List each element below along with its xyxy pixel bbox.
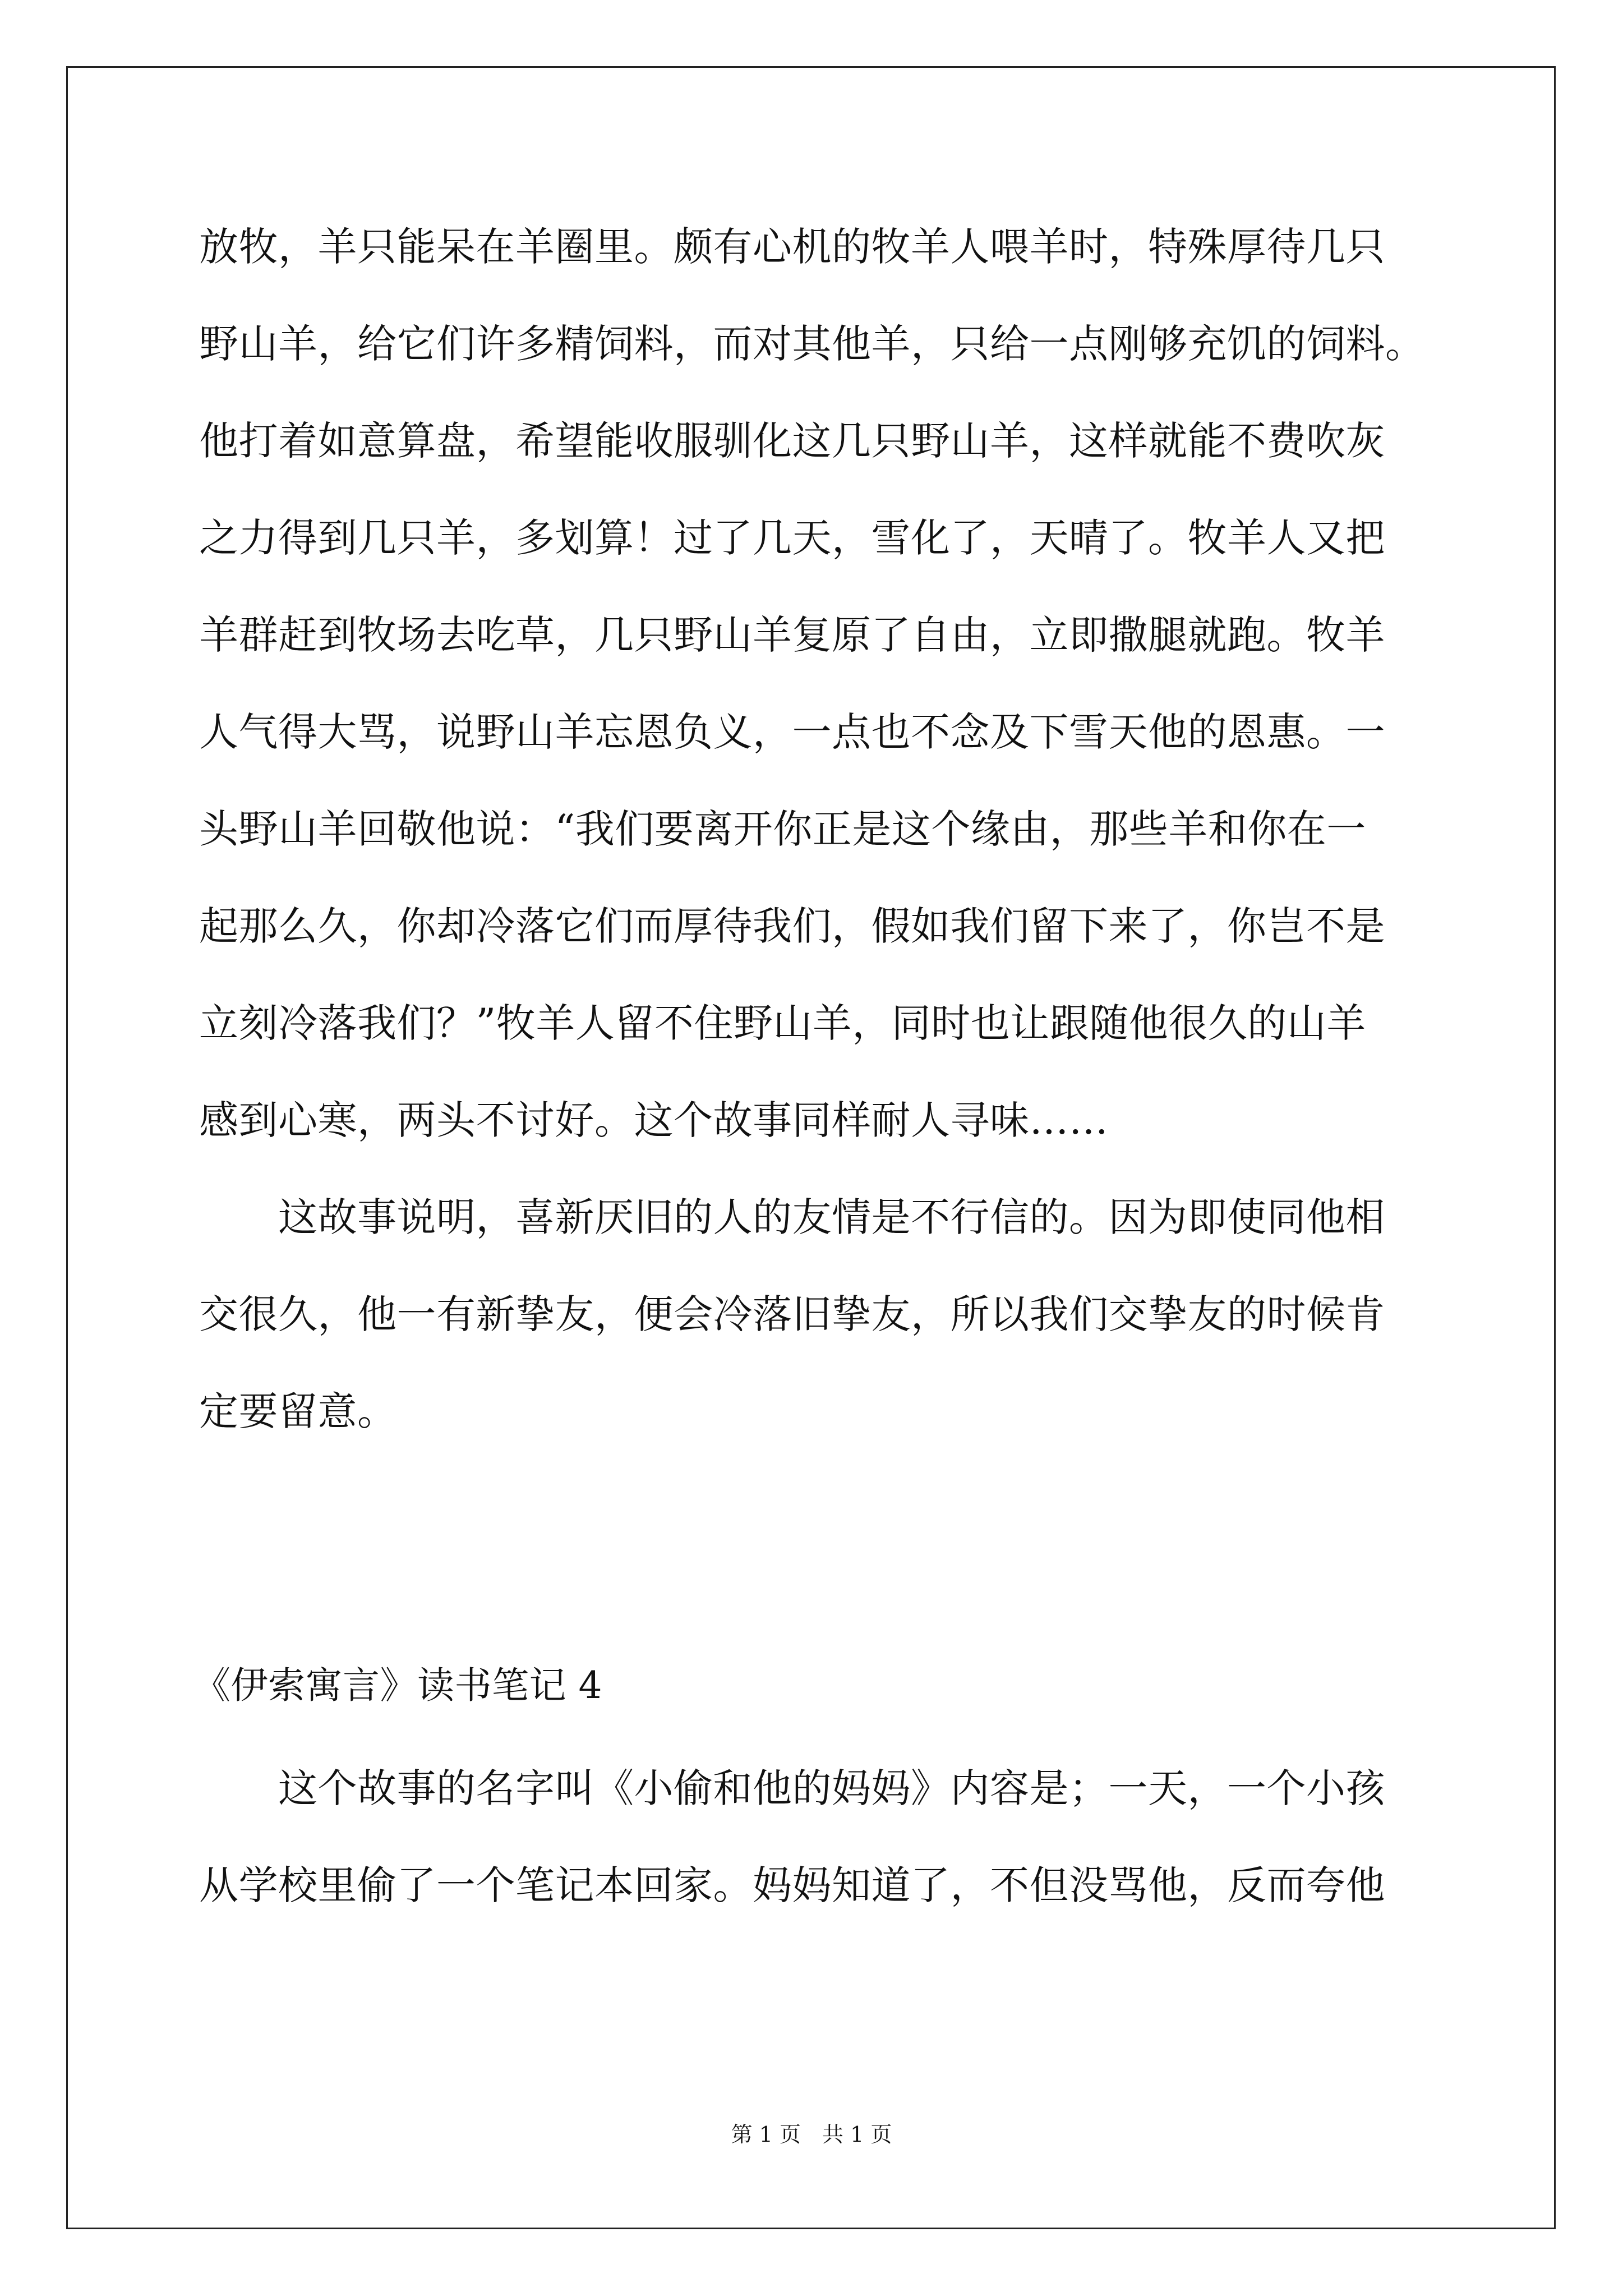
body-text-line: 从学校里偷了一个笔记本回家。妈妈知道了，不但没骂他，反而夸他 [199,1862,1385,1908]
body-text-line: 这个故事的名字叫《小偷和他的妈妈》内容是；一天，一个小孩 [199,1765,1385,1811]
page-number-footer: 第 1 页 共 1 页 [731,2122,892,2147]
body-text-line: 他打着如意算盘，希望能收服驯化这几只野山羊，这样就能不费吹灰 [199,418,1385,464]
body-text-line: 起那么久，你却冷落它们而厚待我们，假如我们留下来了，你岂不是 [199,903,1385,949]
body-text-line: 感到心寒，两头不讨好。这个故事同样耐人寻味…… [199,1097,1109,1143]
body-text-line: 野山羊，给它们许多精饲料，而对其他羊，只给一点刚够充饥的饲料。 [199,321,1425,367]
body-text-line: 羊群赶到牧场去吃草，几只野山羊复原了自由，立即撒腿就跑。牧羊 [199,612,1385,658]
body-text-line: 交很久，他一有新挚友，便会冷落旧挚友，所以我们交挚友的时候肯 [199,1291,1385,1337]
body-text-line: 放牧，羊只能呆在羊圈里。颇有心机的牧羊人喂羊时，特殊厚待几只 [199,224,1385,270]
section-heading: 《伊索寓言》读书笔记 4 [193,1664,602,1707]
body-text-line: 头野山羊回敬他说：“我们要离开你正是这个缘由，那些羊和你在一 [199,806,1366,852]
body-text-line: 之力得到几只羊，多划算！过了几天，雪化了，天晴了。牧羊人又把 [199,515,1385,561]
body-text-line: 这故事说明，喜新厌旧的人的友情是不行信的。因为即使同他相 [199,1194,1385,1240]
body-text-line: 人气得大骂，说野山羊忘恩负义，一点也不念及下雪天他的恩惠。一 [199,709,1385,755]
body-text-line: 立刻冷落我们？”牧羊人留不住野山羊，同时也让跟随他很久的山羊 [199,1000,1366,1046]
body-text-line: 定要留意。 [199,1388,397,1434]
